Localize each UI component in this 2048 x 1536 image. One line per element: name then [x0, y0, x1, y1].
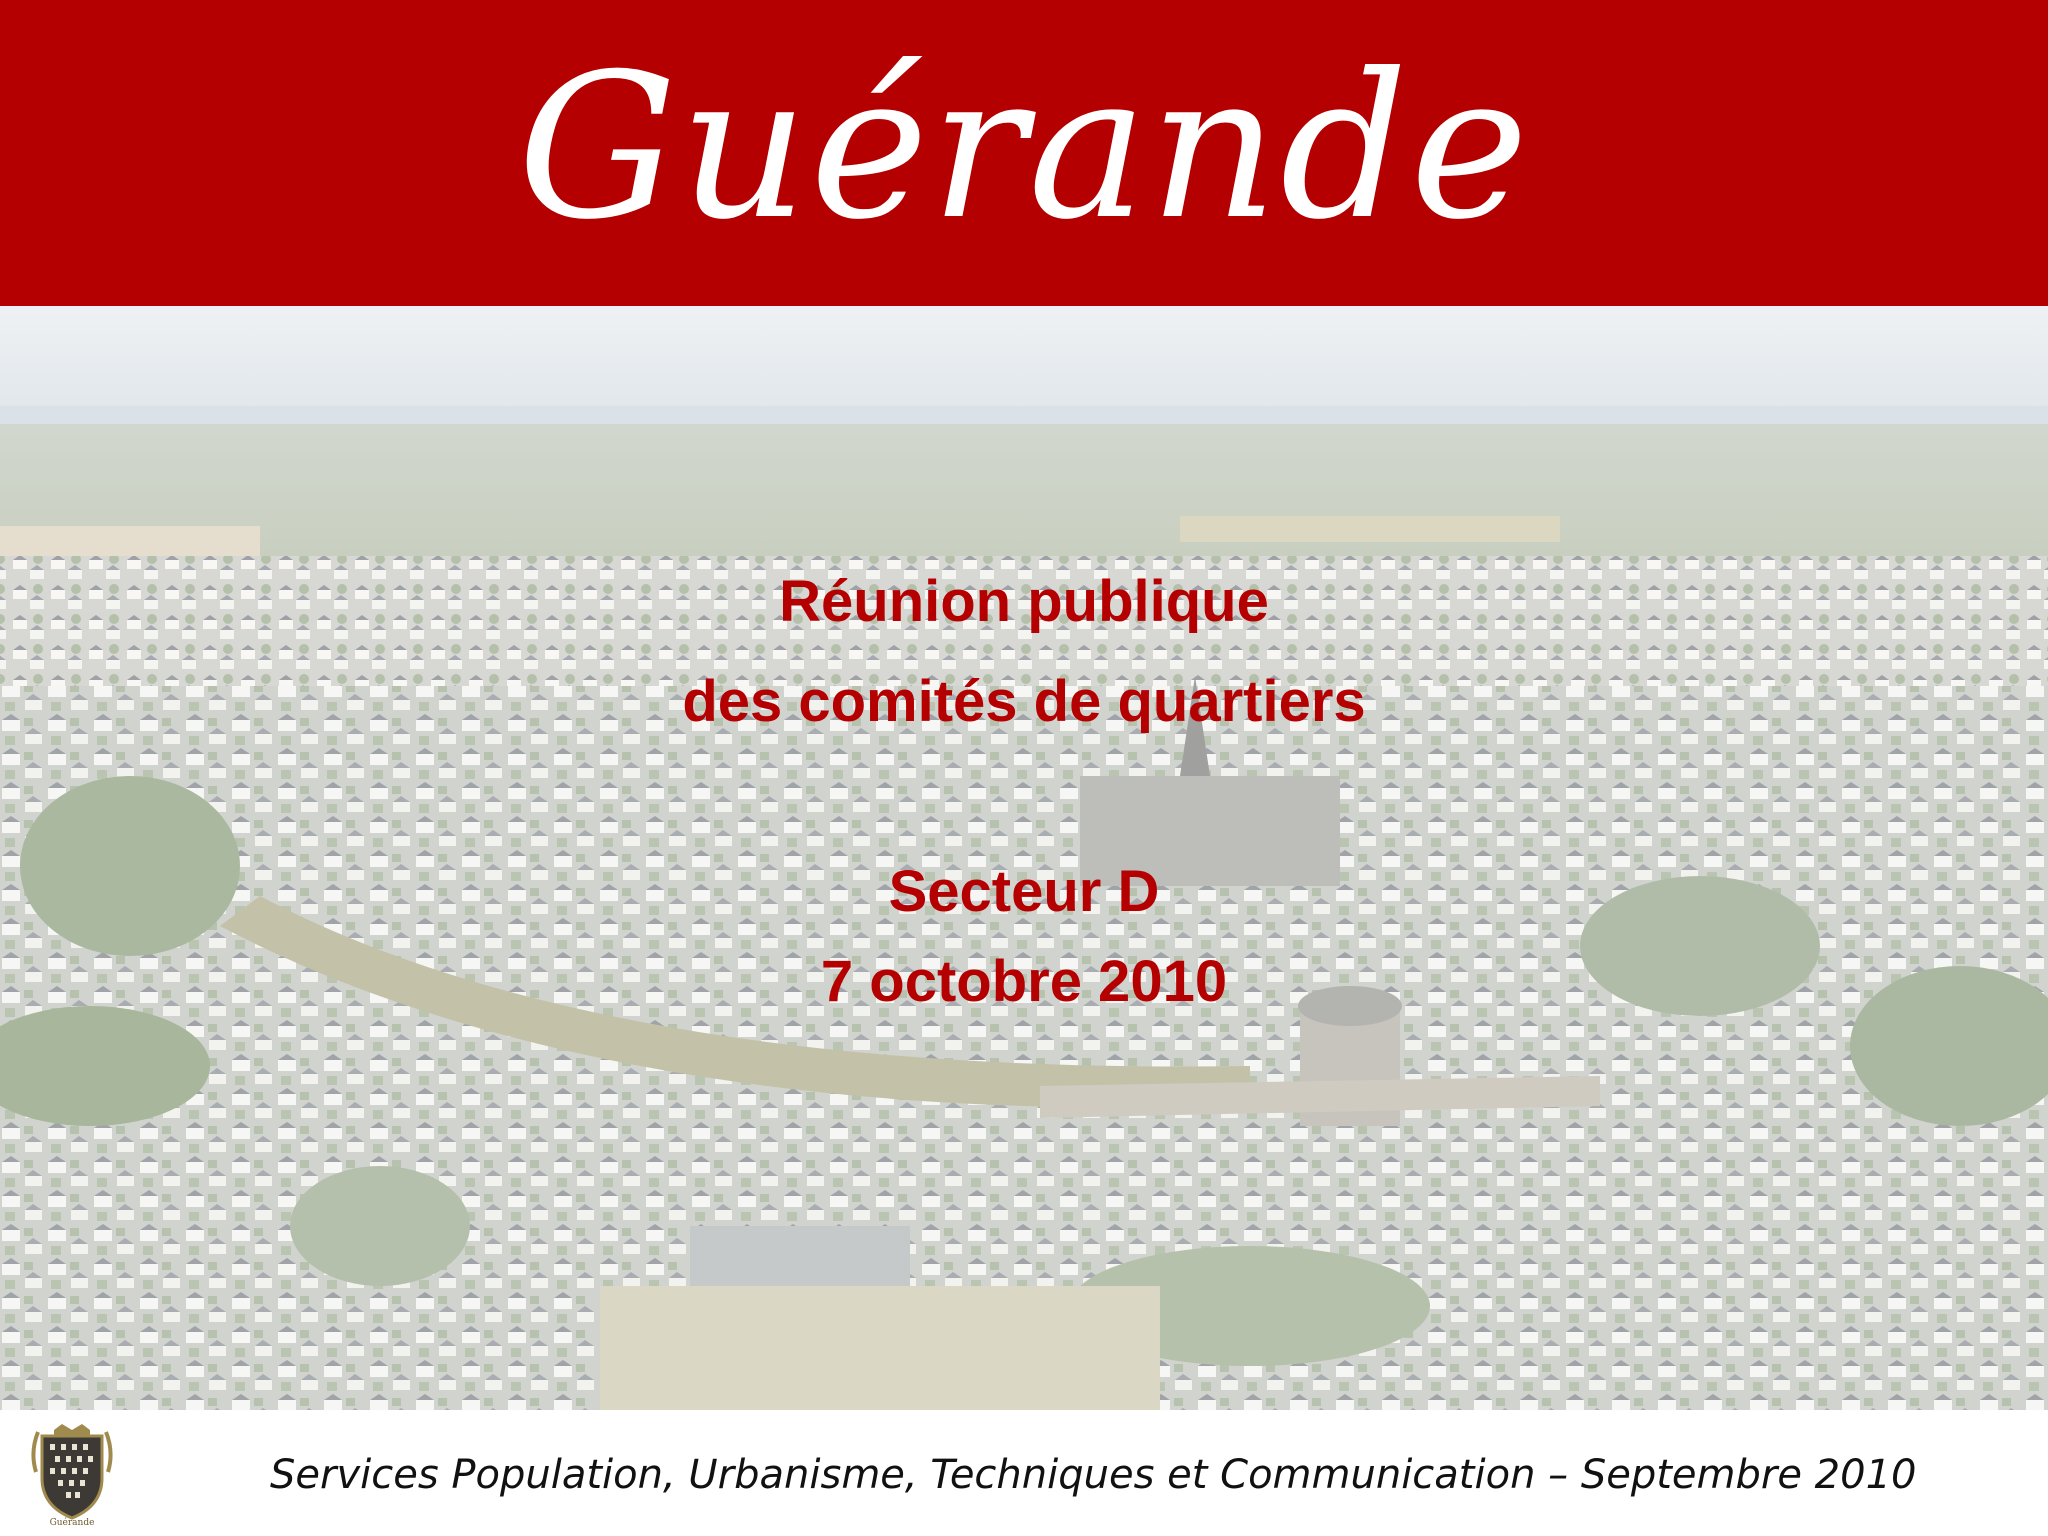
footer — [0, 1410, 2048, 1536]
coat-of-arms-icon — [28, 1422, 116, 1528]
sector-label: Secteur D — [888, 859, 1160, 924]
title-banner — [0, 0, 2048, 306]
meeting-heading-line-1: Réunion publique — [779, 569, 1269, 634]
meeting-date: 7 octobre 2010 — [820, 949, 1228, 1014]
crest-caption: Guérande — [49, 1518, 95, 1528]
footer-credit: Services Population, Urbanisme, Techniques et Communication – Septembre 2010 — [270, 1452, 1917, 1498]
meeting-heading-line-2: des comités de quartiers — [682, 669, 1366, 734]
page-title: Guérande — [517, 31, 1531, 264]
